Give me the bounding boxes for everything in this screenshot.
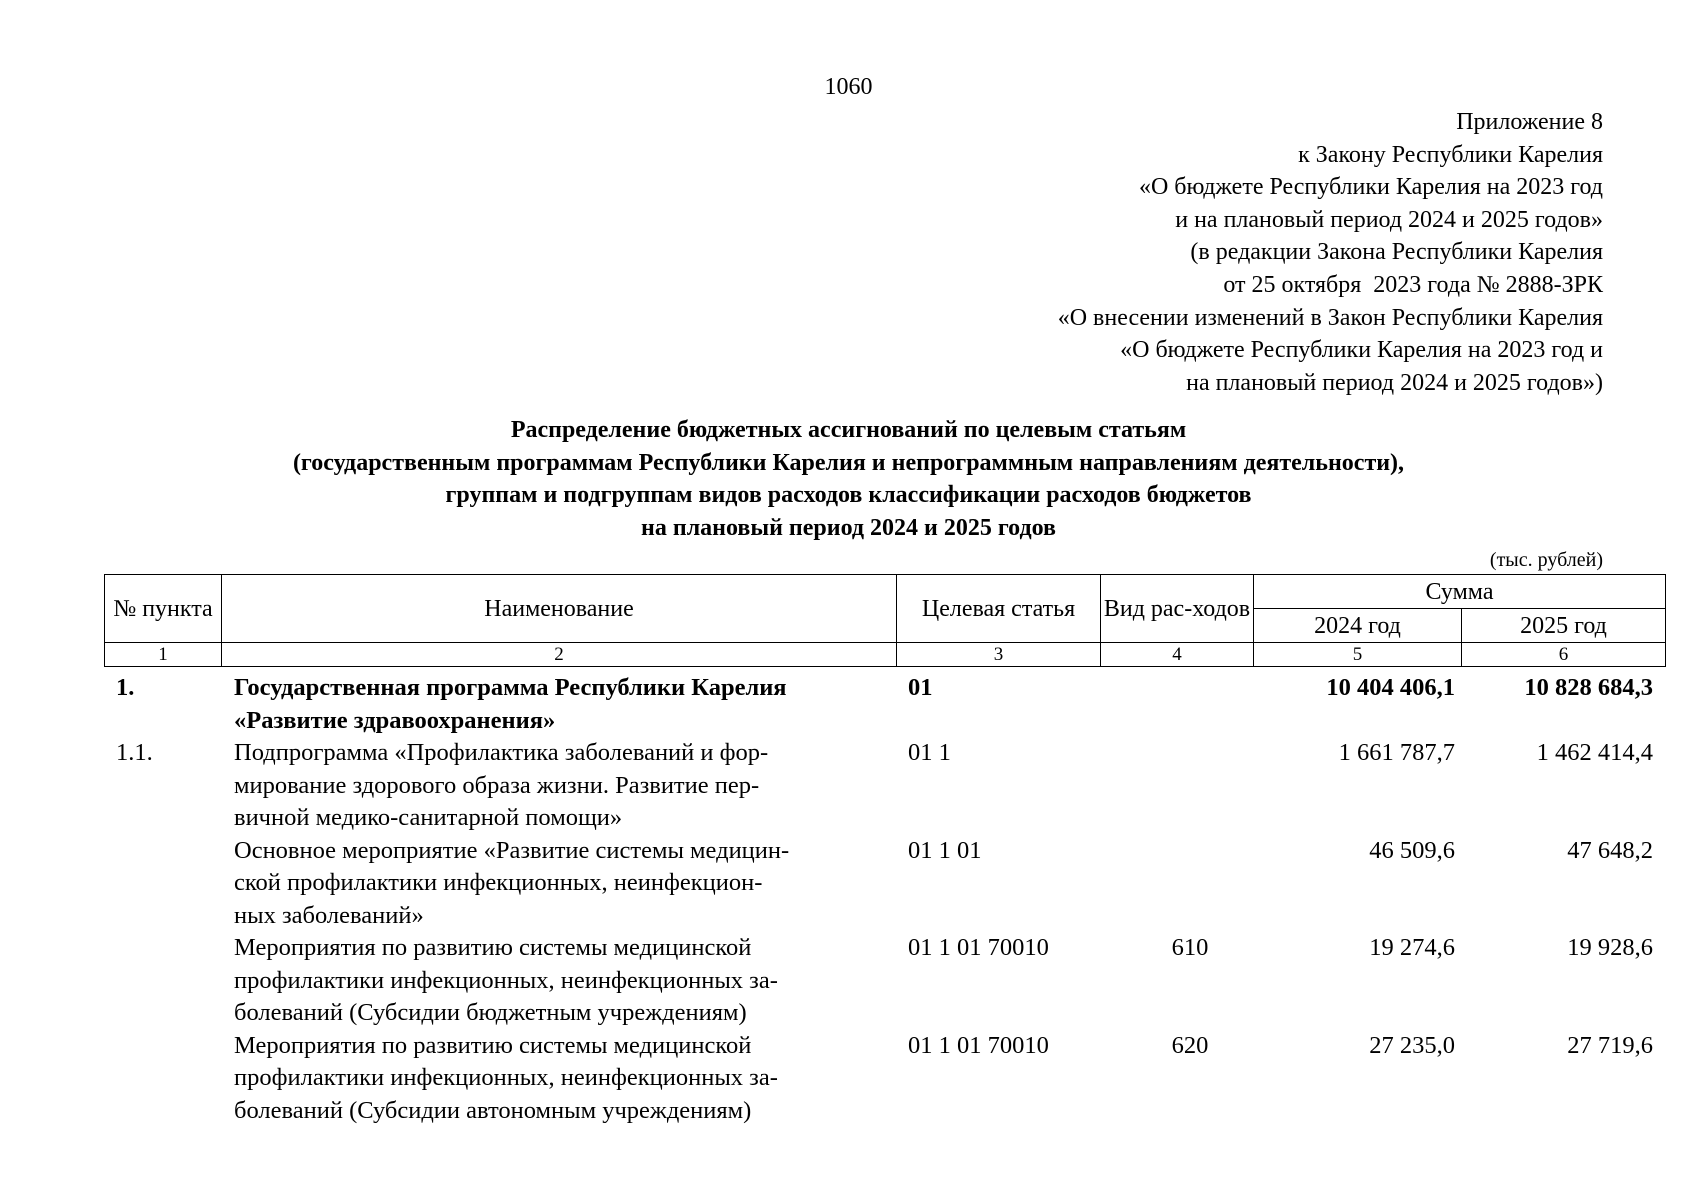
header-kind: Вид рас-ходов (1101, 575, 1254, 643)
header-col-number: 3 (897, 643, 1101, 667)
row-name-line: Мероприятия по развитию системы медицинской (234, 934, 752, 961)
row-value-2025: 19 928,6 (1567, 934, 1653, 961)
header-2024: 2024 год (1254, 609, 1462, 643)
appendix-line: «О внесении изменений в Закон Республики Карелия (1057, 304, 1603, 331)
table-row (104, 835, 1665, 933)
row-name (234, 932, 874, 1030)
units-label: (тыс. рублей) (1489, 549, 1603, 571)
row-code: 01 1 01 (908, 836, 982, 864)
table-body (104, 672, 1665, 1127)
appendix-line: на плановый период 2024 и 2025 годов») (1186, 369, 1603, 396)
appendix-line: к Закону Республики Карелия (1298, 141, 1603, 168)
header-num: № пункта (105, 575, 222, 643)
row-number: 1. (116, 674, 135, 701)
header-col-number: 5 (1254, 643, 1462, 667)
table-row (104, 1030, 1665, 1128)
row-name-line: болеваний (Субсидии бюджетным учреждениям) (234, 999, 747, 1026)
row-name-line: «Развитие здравоохранения» (234, 706, 556, 734)
header-name: Наименование (222, 575, 897, 643)
row-code: 01 1 (908, 739, 951, 766)
row-value-2025: 27 719,6 (1567, 1031, 1653, 1059)
row-name-line: ской профилактики инфекционных, неинфекцион- (234, 869, 763, 896)
row-name-line: профилактики инфекционных, неинфекционных за- (234, 966, 778, 994)
row-value-2024: 19 274,6 (1369, 934, 1455, 961)
row-value-2025: 47 648,2 (1567, 836, 1653, 864)
row-name-line: Подпрограмма «Профилактика заболеваний и фор- (234, 739, 769, 766)
row-value-2024: 27 235,0 (1369, 1031, 1455, 1059)
appendix-line: «О бюджете Республики Карелия на 2023 год и (1120, 337, 1603, 364)
row-code: 01 (908, 674, 933, 701)
row-kind: 610 (1171, 934, 1209, 961)
header-col-number: 6 (1462, 643, 1666, 667)
appendix-line: от 25 октября 2023 года № 2888-ЗРК (1223, 271, 1603, 298)
appendix-header (703, 106, 1603, 399)
row-name (234, 1030, 874, 1128)
table-row (104, 932, 1665, 1030)
row-kind: 620 (1171, 1031, 1209, 1059)
row-name (234, 737, 874, 835)
row-value-2024: 46 509,6 (1369, 836, 1455, 864)
title-line: Распределение бюджетных ассигнований по целевым статьям (510, 417, 1187, 443)
appendix-line: «О бюджете Республики Карелия на 2023 год (1138, 174, 1603, 201)
row-name (234, 835, 874, 933)
row-value-2024: 10 404 406,1 (1326, 674, 1455, 701)
row-name-line: Государственная программа Республики Карелия (234, 674, 787, 701)
row-name-line: болеваний (Субсидии автономным учреждениям) (234, 1096, 752, 1124)
row-name-line: мирование здорового образа жизни. Развитие пер- (234, 771, 760, 799)
document-title (0, 414, 1697, 544)
row-name-line: Мероприятия по развитию системы медицинской (234, 1031, 752, 1059)
row-name-line: профилактики инфекционных, неинфекционных за- (234, 1064, 778, 1091)
row-name (234, 672, 874, 737)
table-row (104, 672, 1665, 737)
row-name-line: ных заболеваний» (234, 901, 424, 929)
header-col-number: 4 (1101, 643, 1254, 667)
row-code: 01 1 01 70010 (908, 934, 1049, 961)
title-line: группам и подгруппам видов расходов классификации расходов бюджетов (445, 482, 1252, 508)
page-number: 1060 (824, 74, 873, 100)
row-name-line: Основное мероприятие «Развитие системы медицин- (234, 836, 790, 864)
row-code: 01 1 01 70010 (908, 1031, 1049, 1059)
header-code: Целевая статья (897, 575, 1101, 643)
row-number: 1.1. (116, 739, 153, 766)
appendix-line: Приложение 8 (1456, 109, 1603, 135)
header-sum: Сумма (1254, 575, 1666, 609)
table-row (104, 737, 1665, 835)
row-name-line: вичной медико-санитарной помощи» (234, 804, 623, 831)
row-value-2024: 1 661 787,7 (1338, 739, 1455, 766)
header-col-number: 1 (105, 643, 222, 667)
appendix-line: и на плановый период 2024 и 2025 годов» (1175, 206, 1603, 233)
row-value-2025: 1 462 414,4 (1536, 739, 1653, 766)
header-2025: 2025 год (1462, 609, 1666, 643)
appendix-line: (в редакции Закона Республики Карелия (1190, 239, 1603, 266)
title-line: (государственным программам Республики Карелия и непрограммным направлениям деятельности), (292, 449, 1405, 476)
row-value-2025: 10 828 684,3 (1524, 674, 1653, 701)
table-header (104, 574, 1666, 667)
title-line: на плановый период 2024 и 2025 годов (641, 514, 1056, 541)
header-col-number: 2 (222, 643, 897, 667)
